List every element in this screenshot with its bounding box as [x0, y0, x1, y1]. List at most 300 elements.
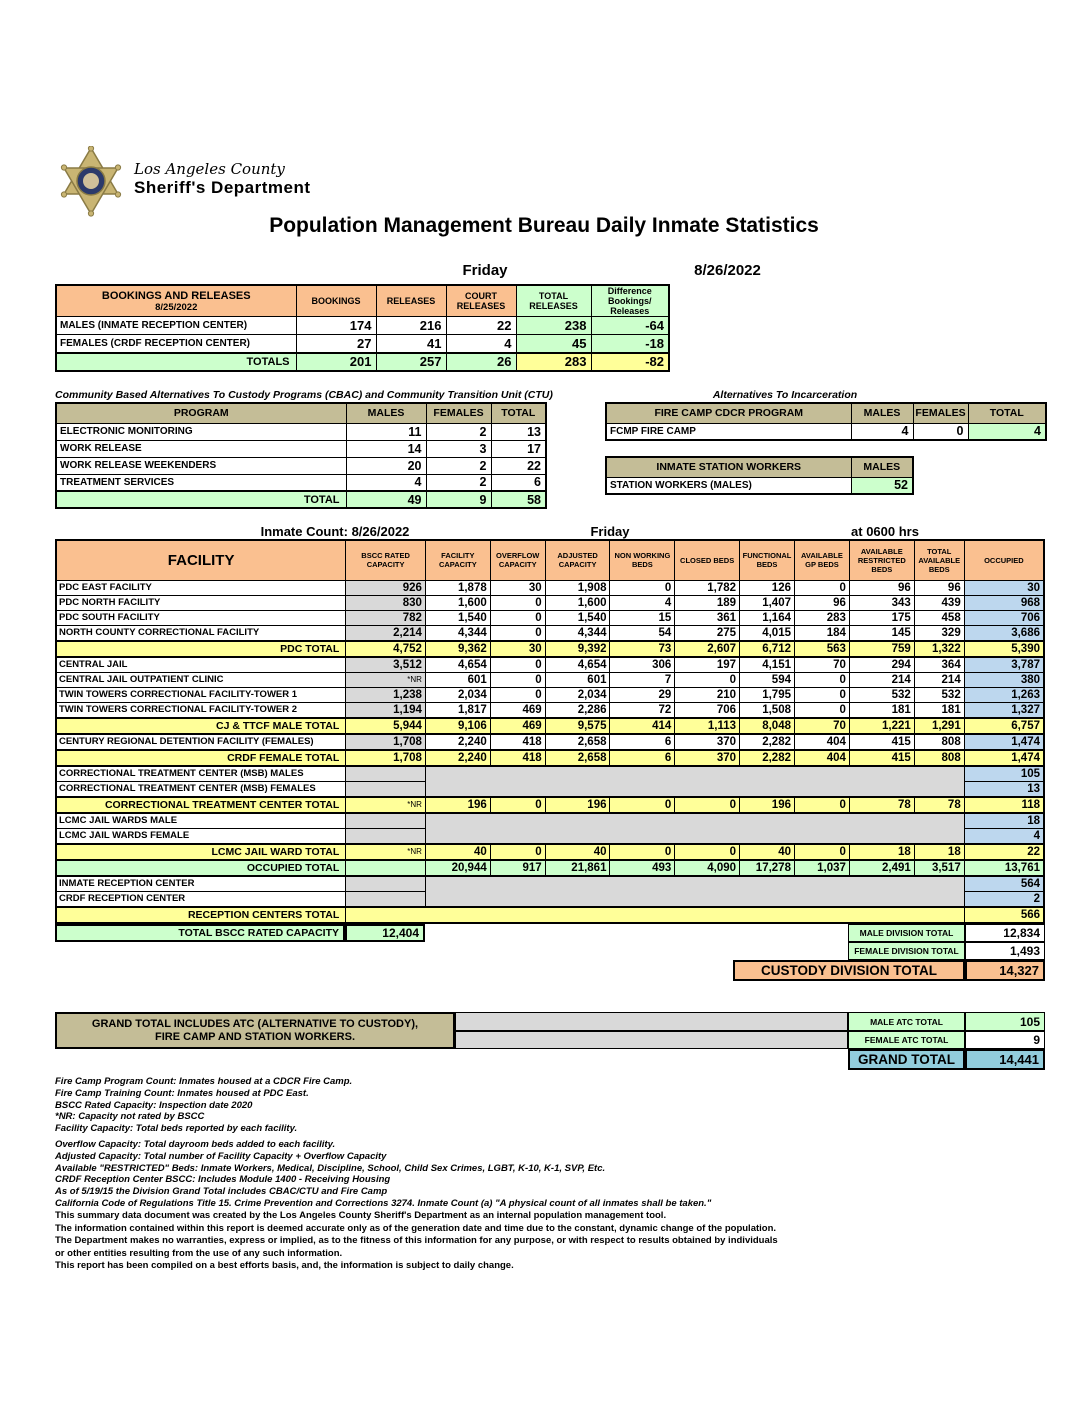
- value-cell: 30: [490, 580, 545, 595]
- facility-row: [56, 580, 1044, 595]
- facility-caption: [55, 524, 1045, 539]
- footnote-line: Adjusted Capacity: Total number of Facility Capacity + Overflow Capacity: [55, 1150, 387, 1162]
- value-cell: 14: [346, 440, 426, 457]
- value-cell: 917: [490, 860, 545, 876]
- value-cell: 0: [913, 423, 968, 440]
- value-cell: 70: [794, 718, 849, 734]
- page-title: Population Management Bureau Daily Inmate Statistics: [269, 214, 819, 237]
- totals-label: RECEPTION CENTERS TOTAL: [56, 907, 346, 923]
- value-cell: 6,712: [740, 641, 795, 657]
- value-cell: 73: [610, 641, 675, 657]
- custody-division-total-label: CUSTODY DIVISION TOTAL: [733, 960, 965, 981]
- male-atc-total-label: MALE ATC TOTAL: [848, 1012, 965, 1031]
- facility-section: [55, 524, 1045, 982]
- value-cell: 0: [794, 687, 849, 702]
- value-cell: 2,034: [545, 687, 610, 702]
- facility-table: [55, 539, 1045, 924]
- occupied-cell: 118: [964, 797, 1044, 813]
- footnote-line: As of 5/19/15 the Division Grand Total includes CBAC/CTU and Fire Camp: [55, 1186, 388, 1198]
- column-header: MALES: [851, 403, 913, 423]
- value-cell: 197: [675, 657, 740, 673]
- total-row: [56, 844, 1044, 860]
- value-cell: 2,282: [740, 734, 795, 750]
- value-cell: 1,795: [740, 687, 795, 702]
- female-atc-total-value: 9: [965, 1031, 1045, 1049]
- value-cell: 6: [491, 474, 546, 491]
- value-cell: 404: [794, 750, 849, 766]
- spacer-cell: [425, 813, 964, 844]
- alternatives-title: Alternatives To Incarceration: [712, 389, 858, 401]
- occupied-cell: 13,761: [964, 860, 1044, 876]
- value-cell: 329: [914, 625, 964, 641]
- value-cell: 214: [914, 672, 964, 687]
- totals-label: OCCUPIED TOTAL: [56, 860, 346, 876]
- value-cell: [346, 813, 426, 829]
- sheriff-star-icon: [58, 146, 124, 220]
- value-cell: 0: [610, 844, 675, 860]
- logo-department: Sheriff's Department: [134, 178, 311, 197]
- footnote-line: CRDF Reception Center BSCC: Includes Module 1400 - Receiving Housing: [55, 1174, 391, 1186]
- totals-label: LCMC JAIL WARD TOTAL: [56, 844, 346, 860]
- value-cell: 3,512: [346, 657, 426, 673]
- value-cell: 2,491: [849, 860, 914, 876]
- occupied-cell: 18: [964, 813, 1044, 829]
- value-cell: 418: [490, 750, 545, 766]
- value-cell: -18: [591, 335, 669, 353]
- row-label: CENTRAL JAIL OUTPATIENT CLINIC: [56, 672, 346, 687]
- male-division-total-value: 12,834: [965, 924, 1045, 942]
- value-cell: *NR: [346, 797, 426, 813]
- cbac-row: [56, 423, 546, 440]
- value-cell: 808: [914, 750, 964, 766]
- facility-row: [56, 687, 1044, 702]
- value-cell: 1,407: [740, 595, 795, 610]
- value-cell: 22: [446, 317, 516, 335]
- facility-row: [56, 610, 1044, 625]
- bscc-total-label: TOTAL BSCC RATED CAPACITY: [55, 924, 345, 942]
- value-cell: 96: [914, 580, 964, 595]
- value-cell: 2,034: [425, 687, 490, 702]
- footnote-line: Overflow Capacity: Total dayroom beds added to each facility.: [55, 1138, 336, 1150]
- column-header: BOOKINGS: [296, 285, 376, 317]
- value-cell: [346, 828, 426, 844]
- totals-label: TOTALS: [56, 353, 296, 371]
- value-cell: 1,164: [740, 610, 795, 625]
- grand-total-value: 14,441: [965, 1049, 1045, 1070]
- occupied-cell: 13: [964, 781, 1044, 797]
- value-cell: 283: [794, 610, 849, 625]
- occupied-cell: 6,757: [964, 718, 1044, 734]
- value-cell: 343: [849, 595, 914, 610]
- value-cell: 189: [675, 595, 740, 610]
- value-cell: 0: [610, 580, 675, 595]
- value-cell: 9: [426, 491, 491, 508]
- value-cell: 1,600: [545, 595, 610, 610]
- occupied-cell: 1,474: [964, 734, 1044, 750]
- value-cell: [346, 766, 426, 782]
- value-cell: 0: [794, 797, 849, 813]
- fire-camp-row: [606, 423, 1046, 440]
- value-cell: 54: [610, 625, 675, 641]
- value-cell: 18: [914, 844, 964, 860]
- report-weekday: Friday: [462, 262, 508, 279]
- value-cell: 2,240: [425, 734, 490, 750]
- row-label: PDC EAST FACILITY: [56, 580, 346, 595]
- value-cell: 238: [516, 317, 591, 335]
- value-cell: 7: [610, 672, 675, 687]
- value-cell: 4: [968, 423, 1046, 440]
- occupied-cell: 564: [964, 876, 1044, 892]
- value-cell: 181: [849, 702, 914, 718]
- value-cell: 782: [346, 610, 426, 625]
- cbac-row: [56, 440, 546, 457]
- value-cell: 4: [851, 423, 913, 440]
- row-label: ELECTRONIC MONITORING: [56, 423, 346, 440]
- male-division-total-label: MALE DIVISION TOTAL: [848, 924, 965, 942]
- value-cell: 0: [490, 595, 545, 610]
- value-cell: 1,037: [794, 860, 849, 876]
- value-cell: 1,221: [849, 718, 914, 734]
- value-cell: 126: [740, 580, 795, 595]
- value-cell: 532: [849, 687, 914, 702]
- value-cell: 439: [914, 595, 964, 610]
- occupied-cell: 566: [964, 907, 1044, 923]
- value-cell: 210: [675, 687, 740, 702]
- value-cell: 759: [849, 641, 914, 657]
- caption-weekday: Friday: [590, 524, 630, 539]
- footnote-line: Facility Capacity: Total beds reported by each facility.: [55, 1123, 298, 1135]
- column-header: COURT RELEASES: [446, 285, 516, 317]
- value-cell: 414: [610, 718, 675, 734]
- value-cell: 1,708: [346, 734, 426, 750]
- facility-row: [56, 672, 1044, 687]
- value-cell: 1,194: [346, 702, 426, 718]
- value-cell: 196: [740, 797, 795, 813]
- value-cell: 563: [794, 641, 849, 657]
- value-cell: 275: [675, 625, 740, 641]
- column-header: TOTAL: [491, 403, 546, 423]
- row-label: TWIN TOWERS CORRECTIONAL FACILITY-TOWER 2: [56, 702, 346, 718]
- column-header: INMATE STATION WORKERS: [606, 457, 851, 477]
- spacer-cell: [425, 766, 964, 797]
- value-cell: 532: [914, 687, 964, 702]
- female-division-total-value: 1,493: [965, 942, 1045, 960]
- value-cell: 27: [296, 335, 376, 353]
- column-header: AVAILABLE RESTRICTED BEDS: [849, 540, 914, 580]
- value-cell: 174: [296, 317, 376, 335]
- row-label: PDC SOUTH FACILITY: [56, 610, 346, 625]
- value-cell: 2,286: [545, 702, 610, 718]
- footnote-line: Fire Camp Training Count: Inmates housed at PDC East.: [55, 1087, 309, 1099]
- value-cell: 0: [675, 672, 740, 687]
- value-cell: 45: [516, 335, 591, 353]
- value-cell: 4: [446, 335, 516, 353]
- disclaimer-line: The information contained within this report is deemed accurate only as of the generation date and time due to the constant, dynamic change of the population.: [55, 1222, 777, 1234]
- inmate-count-label: Inmate Count: 8/26/2022: [260, 524, 410, 539]
- column-header: ADJUSTED CAPACITY: [545, 540, 610, 580]
- row-label: TREATMENT SERVICES: [56, 474, 346, 491]
- value-cell: 364: [914, 657, 964, 673]
- totals-label: CORRECTIONAL TREATMENT CENTER TOTAL: [56, 797, 346, 813]
- occupied-cell: 380: [964, 672, 1044, 687]
- value-cell: 9,575: [545, 718, 610, 734]
- value-cell: 926: [346, 580, 426, 595]
- value-cell: 2,658: [545, 734, 610, 750]
- column-header: FIRE CAMP CDCR PROGRAM: [606, 403, 851, 423]
- value-cell: 4: [346, 474, 426, 491]
- spacer-cell: [455, 1031, 848, 1049]
- value-cell: 4,090: [675, 860, 740, 876]
- column-header: AVAILABLE GP BEDS: [794, 540, 849, 580]
- value-cell: 1,908: [545, 580, 610, 595]
- station-workers-header-row: [606, 457, 913, 477]
- row-label: CENTRAL JAIL: [56, 657, 346, 673]
- footnote-line: Available "RESTRICTED" Beds: Inmate Workers, Medical, Discipline, School, Child Sex Crimes, LGBT, K-10, K-1, SVP, Etc.: [55, 1162, 606, 1174]
- value-cell: -64: [591, 317, 669, 335]
- value-cell: *NR: [346, 844, 426, 860]
- bookings-table: [55, 284, 670, 372]
- value-cell: 201: [296, 353, 376, 371]
- column-header: Difference Bookings/ Releases: [591, 285, 669, 317]
- value-cell: 17,278: [740, 860, 795, 876]
- value-cell: 0: [794, 702, 849, 718]
- spacer-cell: [425, 876, 964, 907]
- value-cell: 3,517: [914, 860, 964, 876]
- spacer-cell: [455, 1012, 848, 1031]
- value-cell: 2: [426, 457, 491, 474]
- value-cell: 13: [491, 423, 546, 440]
- totals-label: TOTAL: [56, 491, 346, 508]
- value-cell: 20: [346, 457, 426, 474]
- value-cell: 49: [346, 491, 426, 508]
- column-header: BSCC RATED CAPACITY: [346, 540, 426, 580]
- row-label: CORRECTIONAL TREATMENT CENTER (MSB) FEMALES: [56, 781, 346, 797]
- value-cell: 1,113: [675, 718, 740, 734]
- value-cell: 1,238: [346, 687, 426, 702]
- grand-total-label: GRAND TOTAL: [848, 1049, 965, 1070]
- disclaimer-line: This report has been compiled on a best efforts basis, and, the information is subject to daily change.: [55, 1260, 514, 1271]
- column-header: NON WORKING BEDS: [610, 540, 675, 580]
- value-cell: 418: [490, 734, 545, 750]
- value-cell: 26: [446, 353, 516, 371]
- facility-header-row: [56, 540, 1044, 580]
- value-cell: 145: [849, 625, 914, 641]
- column-header: MALES: [346, 403, 426, 423]
- disclaimer: [55, 1210, 778, 1273]
- value-cell: 283: [516, 353, 591, 371]
- column-header: RELEASES: [376, 285, 446, 317]
- cbac-row: [56, 474, 546, 491]
- value-cell: 4,654: [545, 657, 610, 673]
- row-label: STATION WORKERS (MALES): [606, 477, 851, 494]
- value-cell: 72: [610, 702, 675, 718]
- row-label: CORRECTIONAL TREATMENT CENTER (MSB) MALES: [56, 766, 346, 782]
- occupied-cell: 1,474: [964, 750, 1044, 766]
- value-cell: 18: [849, 844, 914, 860]
- value-cell: 415: [849, 750, 914, 766]
- value-cell: 1,878: [425, 580, 490, 595]
- value-cell: 370: [675, 734, 740, 750]
- value-cell: 830: [346, 595, 426, 610]
- value-cell: 601: [425, 672, 490, 687]
- value-cell: [346, 876, 426, 892]
- facility-row: [56, 813, 1044, 829]
- report-date: 8/26/2022: [694, 262, 761, 279]
- value-cell: 2,607: [675, 641, 740, 657]
- female-division-total-label: FEMALE DIVISION TOTAL: [848, 942, 965, 960]
- occupied-cell: 3,787: [964, 657, 1044, 673]
- facility-row: [56, 734, 1044, 750]
- cbac-header-row: [56, 403, 546, 423]
- value-cell: 469: [490, 718, 545, 734]
- facility-row: [56, 876, 1044, 892]
- value-cell: 3: [426, 440, 491, 457]
- value-cell: *NR: [346, 672, 426, 687]
- row-label: NORTH COUNTY CORRECTIONAL FACILITY: [56, 625, 346, 641]
- value-cell: 78: [849, 797, 914, 813]
- value-cell: 78: [914, 797, 964, 813]
- column-header: FACILITY: [56, 540, 346, 580]
- column-header: FEMALES: [913, 403, 968, 423]
- value-cell: 216: [376, 317, 446, 335]
- cbac-row: [56, 457, 546, 474]
- value-cell: 0: [675, 844, 740, 860]
- column-header: OVERFLOW CAPACITY: [490, 540, 545, 580]
- value-cell: 11: [346, 423, 426, 440]
- value-cell: 2,240: [425, 750, 490, 766]
- cbac-row: [56, 491, 546, 508]
- value-cell: 29: [610, 687, 675, 702]
- value-cell: 306: [610, 657, 675, 673]
- value-cell: 257: [376, 353, 446, 371]
- bookings-row: [56, 353, 669, 371]
- value-cell: 0: [610, 797, 675, 813]
- occupied-cell: 1,263: [964, 687, 1044, 702]
- value-cell: 214: [849, 672, 914, 687]
- value-cell: 40: [740, 844, 795, 860]
- value-cell: 0: [490, 657, 545, 673]
- value-cell: [346, 891, 426, 907]
- value-cell: 0: [794, 844, 849, 860]
- occupied-cell: 5,390: [964, 641, 1044, 657]
- cbac-table: [55, 402, 547, 509]
- custody-division-total-value: 14,327: [965, 960, 1045, 981]
- occupied-cell: 1,327: [964, 702, 1044, 718]
- value-cell: [346, 781, 426, 797]
- value-cell: -82: [591, 353, 669, 371]
- total-row: [56, 797, 1044, 813]
- occupied-cell: 2: [964, 891, 1044, 907]
- station-workers-table: [605, 456, 914, 495]
- value-cell: 458: [914, 610, 964, 625]
- value-cell: 30: [490, 641, 545, 657]
- footnote-line: *NR: Capacity not rated by BSCC: [55, 1111, 205, 1123]
- value-cell: 2,658: [545, 750, 610, 766]
- grand-total-section: [55, 1012, 1045, 1070]
- row-label: LCMC JAIL WARDS FEMALE: [56, 828, 346, 844]
- value-cell: 96: [794, 595, 849, 610]
- value-cell: 5,944: [346, 718, 426, 734]
- bscc-total-value: 12,404: [345, 924, 425, 942]
- column-header: CLOSED BEDS: [675, 540, 740, 580]
- value-cell: 0: [794, 672, 849, 687]
- row-label: WORK RELEASE WEEKENDERS: [56, 457, 346, 474]
- logo-county: Los Angeles County: [134, 160, 285, 178]
- total-row: [56, 907, 1044, 923]
- facility-row: [56, 657, 1044, 673]
- value-cell: 2: [426, 474, 491, 491]
- row-label: WORK RELEASE: [56, 440, 346, 457]
- column-header: FEMALES: [426, 403, 491, 423]
- value-cell: 0: [490, 672, 545, 687]
- value-cell: 601: [545, 672, 610, 687]
- value-cell: 6: [610, 734, 675, 750]
- value-cell: 4,752: [346, 641, 426, 657]
- totals-label: PDC TOTAL: [56, 641, 346, 657]
- row-label: CENTURY REGIONAL DETENTION FACILITY (FEMALES): [56, 734, 346, 750]
- value-cell: 1,508: [740, 702, 795, 718]
- value-cell: 361: [675, 610, 740, 625]
- fire-camp-table: [605, 402, 1047, 441]
- value-cell: 181: [914, 702, 964, 718]
- value-cell: 404: [794, 734, 849, 750]
- value-cell: 22: [491, 457, 546, 474]
- disclaimer-line: or other entities resulting from the use of any such information.: [55, 1247, 343, 1259]
- row-label: TWIN TOWERS CORRECTIONAL FACILITY-TOWER 1: [56, 687, 346, 702]
- female-atc-total-label: FEMALE ATC TOTAL: [848, 1031, 965, 1049]
- value-cell: 20,944: [425, 860, 490, 876]
- value-cell: 0: [490, 625, 545, 641]
- value-cell: 594: [740, 672, 795, 687]
- value-cell: 40: [425, 844, 490, 860]
- column-header: MALES: [851, 457, 913, 477]
- row-label: PDC NORTH FACILITY: [56, 595, 346, 610]
- value-cell: 6: [610, 750, 675, 766]
- occupied-cell: 4: [964, 828, 1044, 844]
- occupied-cell: 30: [964, 580, 1044, 595]
- column-header: FACILITY CAPACITY: [425, 540, 490, 580]
- value-cell: 21,861: [545, 860, 610, 876]
- value-cell: 52: [851, 477, 913, 494]
- facility-row: [56, 702, 1044, 718]
- value-cell: 370: [675, 750, 740, 766]
- value-cell: 41: [376, 335, 446, 353]
- value-cell: 2,214: [346, 625, 426, 641]
- footnote-line: BSCC Rated Capacity: Inspection date 2020: [55, 1099, 253, 1111]
- footnote-line: California Code of Regulations Title 15. Crime Prevention and Corrections 3274. Inmate Count (a) "A physical count of all inmates shall be taken.": [55, 1197, 712, 1209]
- total-row: [56, 860, 1044, 876]
- row-label: FEMALES (CRDF RECEPTION CENTER): [56, 335, 296, 353]
- column-header: PROGRAM: [56, 403, 346, 423]
- value-cell: 493: [610, 860, 675, 876]
- value-cell: 0: [490, 687, 545, 702]
- footnote-line: Fire Camp Program Count: Inmates housed at a CDCR Fire Camp.: [55, 1076, 353, 1087]
- totals-label: CJ & TTCF MALE TOTAL: [56, 718, 346, 734]
- bookings-row: [56, 335, 669, 353]
- value-cell: 1,817: [425, 702, 490, 718]
- value-cell: 1,782: [675, 580, 740, 595]
- value-cell: 0: [675, 797, 740, 813]
- value-cell: 196: [425, 797, 490, 813]
- value-cell: 0: [490, 797, 545, 813]
- disclaimer-line: The Department makes no warranties, express or implied, as to the fitness of this information for any purpose, or with respect to results obtained by individuals: [55, 1235, 778, 1246]
- value-cell: 8,048: [740, 718, 795, 734]
- value-cell: 40: [545, 844, 610, 860]
- value-cell: 9,362: [425, 641, 490, 657]
- value-cell: 58: [491, 491, 546, 508]
- cbac-title: Community Based Alternatives To Custody Programs (CBAC) and Community Transition Unit (CTU): [55, 389, 553, 401]
- footnotes: [55, 1076, 711, 1210]
